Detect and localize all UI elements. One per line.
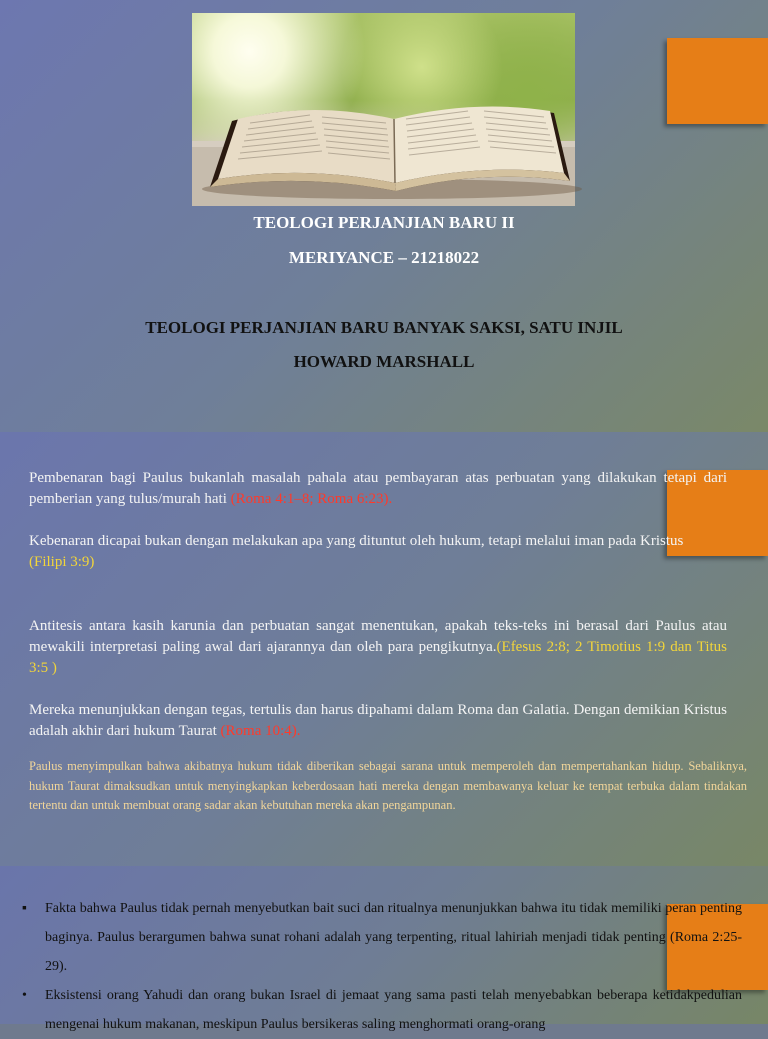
slide-title: TEOLOGI PERJANJIAN BARU II — [253, 213, 515, 232]
paragraph-4-text: Mereka menunjukkan dengan tegas, tertulis dan harus dipahami dalam Roma dan Galatia. Dengan demikian Kristus adalah akhir dari hukum Taurat — [29, 702, 727, 739]
bullet-text: Fakta bahwa Paulus tidak pernah menyebutkan bait suci dan ritualnya menunjukkan bahwa itu tidak memiliki peran penting baginya. Paulus berargumen bahwa sunat rohani adalah yang terpenting, ritual lahiriah menjadi tidak penting (Roma 2:25-29). — [45, 901, 742, 974]
author-line: MERIYANCE – 21218022 — [288, 248, 480, 267]
paragraph-4-reference: (Roma 10:4). — [220, 723, 301, 739]
paragraph-3-text: Antitesis antara kasih karunia dan perbuatan sangat menentukan, apakah teks-teks ini berasal dari Paulus atau mewakili interpretasi paling awal dari ajarannya dan oleh para pengikutnya. — [29, 618, 727, 655]
paragraph-2-text: Kebenaran dicapai bukan dengan melakukan apa yang dituntut oleh hukum, tetapi melalui iman pada Kristus — [29, 533, 684, 549]
bullet-list — [22, 894, 742, 1039]
paragraph-1-reference: (Roma 4:1–8; Roma 6:23). — [230, 491, 393, 507]
bullet-text: Eksistensi orang Yahudi dan orang bukan Israel di jemaat yang sama pasti telah menyebabkan beberapa ketidakpedulian mengenai hukum makanan, meskipun Paulus bersikeras saling menghormati orang-orang — [45, 988, 742, 1032]
square-bullet-icon: ▪ — [22, 901, 27, 916]
open-bible-photo-icon — [192, 13, 575, 206]
title-slide — [0, 0, 768, 432]
content-slide-justification — [0, 432, 768, 866]
book-title: TEOLOGI PERJANJIAN BARU BANYAK SAKSI, SATU INJIL — [145, 318, 623, 337]
orange-accent-block — [667, 38, 768, 124]
content-slide-temple — [0, 866, 768, 1032]
bullet-item — [22, 894, 742, 981]
paragraph-2-reference: (Filipi 3:9) — [29, 554, 95, 570]
summary-note: Paulus menyimpulkan bahwa akibatnya hukum tidak diberikan sebagai sarana untuk memperoleh dan mempertahankan hidup. Sebaliknya, hukum Taurat dimaksudkan untuk menyingkapkan keberdosaan hati mereka dengan membawanya keluar ke tempat terbuka dalam tindakan tertentu dan untuk membuat orang sadar akan kebutuhan mereka akan pengampunan. — [29, 759, 747, 812]
paragraph-3-reference: (Efesus 2:8; 2 Timotius 1:9 dan Titus 3:5 ) — [29, 639, 727, 676]
bullet-item — [22, 981, 742, 1039]
round-bullet-icon: • — [22, 988, 27, 1003]
paragraph-3 — [29, 616, 727, 679]
paragraph-4 — [29, 700, 727, 742]
paragraph-1-text: Pembenaran bagi Paulus bukanlah masalah pahala atau pembayaran atas perbuatan yang dilakukan tetapi dari pemberian yang tulus/murah hati — [29, 470, 727, 507]
paragraph-1 — [29, 468, 727, 510]
book-author: HOWARD MARSHALL — [293, 352, 475, 371]
open-bible-illustration — [192, 13, 575, 206]
paragraph-2 — [29, 531, 727, 573]
